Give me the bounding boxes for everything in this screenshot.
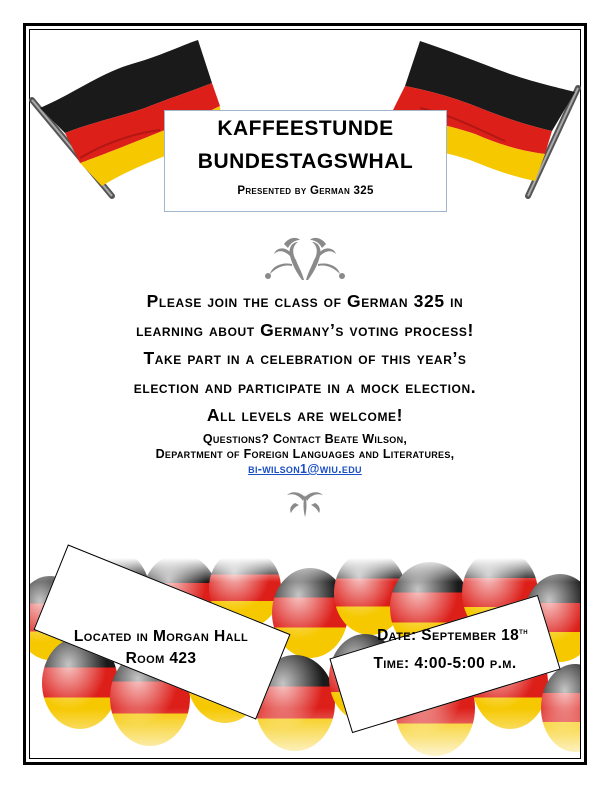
invitation-line-1: Please join the class of German 325 in <box>146 291 464 311</box>
contact-line-2: Department of Foreign Languages and Literatures, <box>155 447 455 461</box>
time-text: Time: 4:00-5:00 p.m. <box>373 655 517 672</box>
contact-line-1: Questions? Contact Beate Wilson, <box>202 432 408 446</box>
invitation-line-5: All levels are welcome! <box>206 405 404 425</box>
title-box <box>164 110 447 212</box>
date-text-row <box>350 625 555 647</box>
invitation-line-2: learning about Germany’s voting process! <box>136 320 474 340</box>
title-line-1: KAFFEESTUNDE <box>217 117 394 140</box>
location-line-2: Room 423 <box>125 650 197 667</box>
location-line-1: Located in Morgan Hall <box>73 628 249 645</box>
invitation-line-3: Take part in a celebration of this year’s <box>143 348 467 368</box>
flourish-ornament-icon <box>262 236 348 282</box>
contact-email-link[interactable]: bi-wilson1@wiu.edu <box>248 462 362 476</box>
date-suffix: th <box>519 625 528 636</box>
location-text <box>44 626 278 670</box>
invitation-line-4: election and participate in a mock election. <box>133 377 477 397</box>
contact-email-row <box>30 462 580 476</box>
date-text: Date: September 18 <box>377 627 520 644</box>
flourish-ornament-icon <box>285 487 325 519</box>
presented-by: Presented by German 325 <box>237 185 374 197</box>
title-line-2: BUNDESTAGSWHAL <box>197 150 414 173</box>
